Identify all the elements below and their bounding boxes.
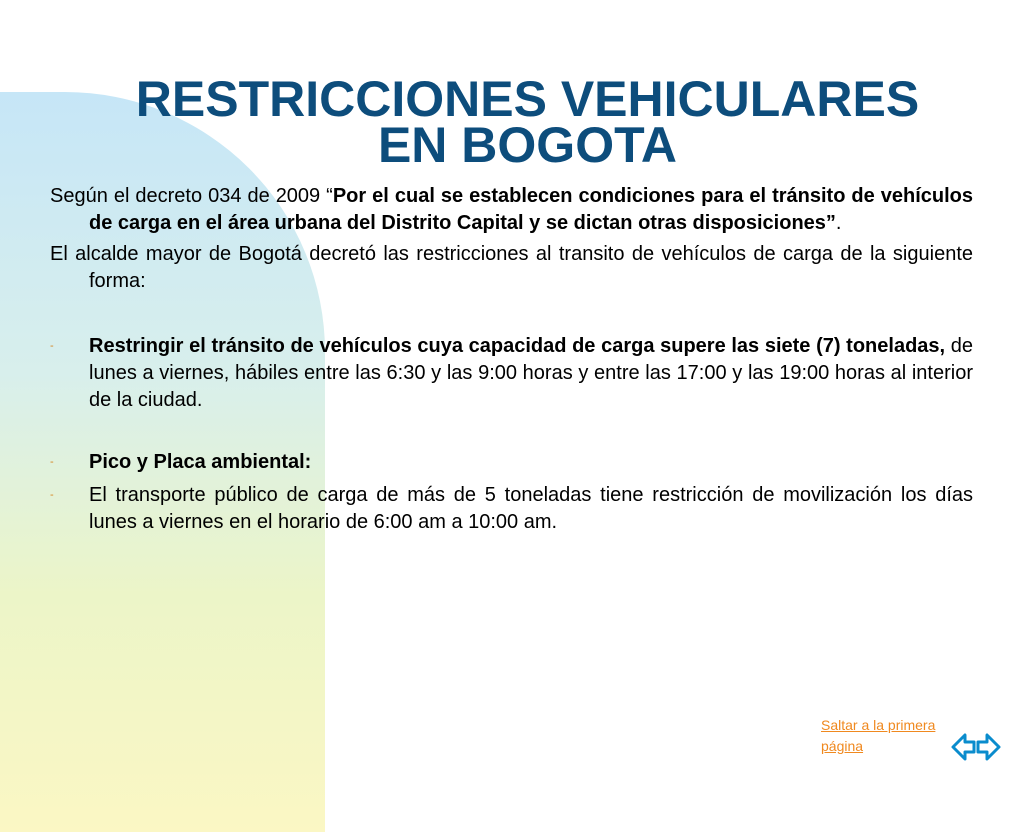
title-line-2: EN BOGOTA bbox=[377, 117, 678, 173]
first-page-link[interactable]: Saltar a la primera página bbox=[821, 717, 936, 754]
double-arrow-svg bbox=[950, 730, 1002, 764]
restriction-bold: Restringir el tránsito de vehículos cuya capacidad de carga supere las siete (7) toneladas, bbox=[89, 335, 946, 357]
mayor-paragraph: El alcalde mayor de Bogotá decretó las restricciones al transito de vehículos de carga de la siguiente forma: bbox=[50, 243, 973, 292]
restriction-rest: de lunes a viernes, hábiles entre las 6:30 y las 9:00 horas y entre las 17:00 y las 19:00 horas al interior de la ciudad. bbox=[89, 335, 973, 411]
slide-body bbox=[50, 183, 973, 536]
decree-period: . bbox=[835, 212, 842, 234]
bullet-dash: - bbox=[50, 456, 54, 468]
list-item bbox=[50, 482, 973, 536]
decree-name: Por el cual se establecen condiciones para el tránsito de vehículos de carga en el área urbana del Distrito Capital y se dictan otras disposiciones” bbox=[89, 185, 973, 234]
bullet-dash: - bbox=[50, 340, 54, 352]
list-item bbox=[50, 333, 973, 414]
pico-placa-heading: Pico y Placa ambiental: bbox=[89, 451, 312, 473]
slide-title bbox=[40, 71, 1015, 173]
title-line-1: RESTRICCIONES VEHICULARES bbox=[135, 71, 920, 127]
decree-intro: Según el decreto 034 de 2009 “ bbox=[50, 185, 333, 207]
bullet-dash: - bbox=[50, 489, 54, 501]
decree-paragraph bbox=[50, 183, 973, 237]
public-transport-text: El transporte público de carga de más de 5 toneladas tiene restricción de movilización los días lunes a viernes en el horario de 6:00 am a 10:00 am. bbox=[89, 484, 973, 533]
double-arrow-left-right-icon[interactable] bbox=[950, 730, 1002, 764]
list-item bbox=[50, 449, 973, 476]
